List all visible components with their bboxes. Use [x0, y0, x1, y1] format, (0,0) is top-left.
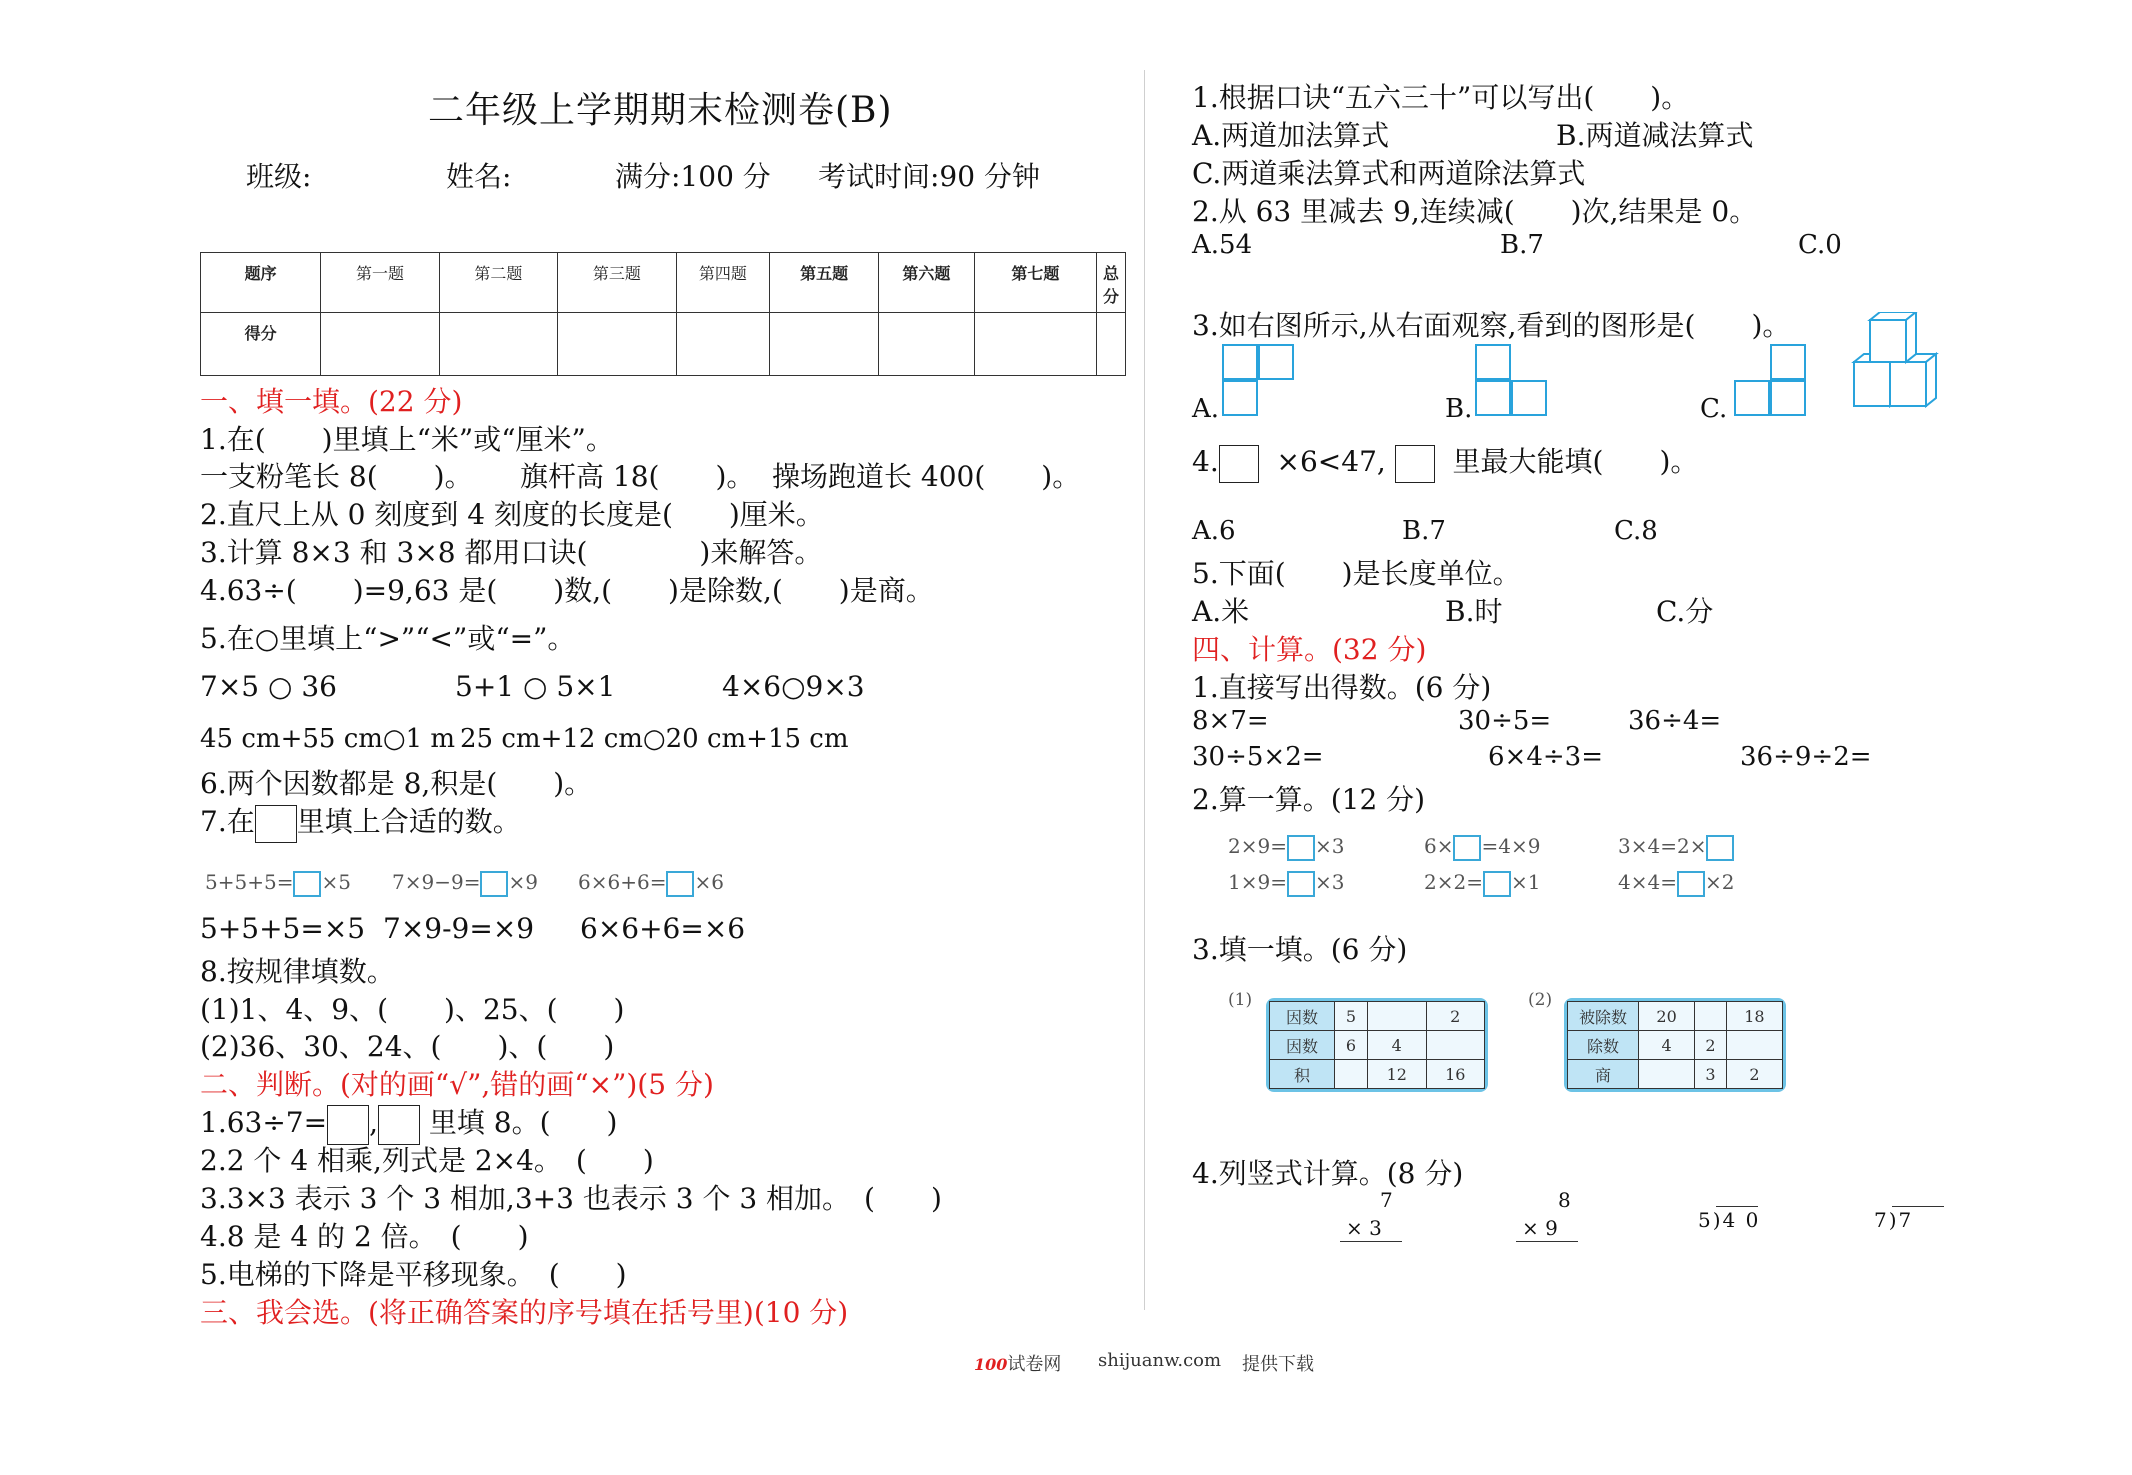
- answer-box[interactable]: [1287, 835, 1315, 861]
- brand-logo: 100: [974, 1355, 1008, 1374]
- c4b: B.7: [1402, 516, 1446, 546]
- answer-box[interactable]: [666, 871, 694, 897]
- c4: 4. ×6<47, 里最大能填( )。: [1192, 440, 1698, 483]
- q7-image-b: 7×9−9= ×9: [392, 870, 538, 897]
- footer-brand: [974, 1350, 1061, 1376]
- table-header: 第三题: [558, 253, 676, 313]
- table-row-label: 得分: [201, 313, 321, 376]
- q1: 1.在( )里填上“米”或“厘米”。: [200, 423, 614, 456]
- j4: 4.8 是 4 的 2 倍。 ( ): [200, 1220, 529, 1253]
- vertical-1-bottom: × 3: [1346, 1216, 1382, 1240]
- full-score: 满分:100 分: [615, 160, 771, 193]
- k2-item: 4×4= ×2: [1618, 870, 1734, 897]
- q5b: 5+1 ○ 5×1: [455, 670, 616, 703]
- answer-box[interactable]: [1677, 871, 1705, 897]
- answer-box[interactable]: [1395, 445, 1435, 483]
- j1: 1.63÷7= , 里填 8。( ): [200, 1101, 617, 1145]
- long-division-1: 5)4 0: [1698, 1208, 1761, 1232]
- j3: 3.3×3 表示 3 个 3 相加,3+3 也表示 3 个 3 相加。 ( ): [200, 1182, 942, 1215]
- vertical-2-line: [1516, 1241, 1578, 1242]
- name-label: 姓名:: [446, 160, 512, 193]
- q7b: 7×9-9=×9: [383, 912, 535, 945]
- answer-box[interactable]: [1219, 445, 1259, 483]
- q1a: 一支粉笔长 8( )。: [200, 460, 473, 493]
- table-header: 第一题: [321, 253, 439, 313]
- class-label: 班级:: [246, 160, 312, 193]
- k3-table-1: 因数 5 2 因数 6 4 积 12 16: [1266, 998, 1488, 1092]
- answer-cell[interactable]: [1335, 1060, 1368, 1089]
- k3-table1-label: (1): [1228, 990, 1253, 1010]
- table-header: 第六题: [879, 253, 975, 313]
- k3-table-2: 被除数 20 18 除数 4 2 商 3 2: [1564, 998, 1786, 1092]
- score-table: [200, 252, 1126, 376]
- c5a: A.米: [1192, 595, 1250, 628]
- j5: 5.电梯的下降是平移现象。 ( ): [200, 1258, 627, 1291]
- c2b: B.7: [1500, 230, 1544, 260]
- cube-stack-figure: [1844, 312, 1964, 422]
- c5b: B.时: [1445, 595, 1503, 628]
- k3-table2-label: (2): [1528, 990, 1553, 1010]
- c5: 5.下面( )是长度单位。: [1192, 557, 1521, 590]
- j2: 2.2 个 4 相乘,列式是 2×4。 ( ): [200, 1144, 654, 1177]
- k1: 1.直接写出得数。(6 分): [1192, 671, 1492, 704]
- score-cell[interactable]: [879, 313, 975, 376]
- score-cell[interactable]: [974, 313, 1096, 376]
- footer-download: 提供下载: [1242, 1354, 1314, 1375]
- c2c: C.0: [1798, 230, 1842, 260]
- long-division-2-bar: [1892, 1206, 1944, 1207]
- column-divider: [1144, 70, 1145, 1310]
- section-3-title: 三、我会选。(将正确答案的序号填在括号里)(10 分): [200, 1296, 849, 1329]
- q7-post: 里填上合适的数。: [296, 805, 521, 838]
- score-cell[interactable]: [439, 313, 557, 376]
- section-2-title: 二、判断。(对的画“√”,错的画“×”)(5 分): [200, 1068, 714, 1101]
- k4: 4.列竖式计算。(8 分): [1192, 1157, 1464, 1190]
- q7: [200, 800, 521, 843]
- q8: 8.按规律填数。: [200, 955, 395, 988]
- k2-item: 2×2= ×1: [1424, 870, 1540, 897]
- long-division-1-bar: [1716, 1206, 1758, 1207]
- q5c: 4×6○9×3: [722, 670, 865, 703]
- page-title: 二年级上学期期末检测卷(B): [428, 90, 893, 131]
- k1c: 36÷4=: [1628, 706, 1722, 736]
- q7-image-a: 5+5+5= ×5: [205, 870, 351, 897]
- table-header: 题序: [201, 253, 321, 313]
- answer-cell[interactable]: [1726, 1031, 1782, 1060]
- answer-cell[interactable]: [1695, 1002, 1727, 1031]
- c4c: C.8: [1614, 516, 1658, 546]
- c3c: C.: [1700, 394, 1728, 424]
- c1: 1.根据口诀“五六三十”可以写出( )。: [1192, 81, 1690, 114]
- k2-item: 6× =4×9: [1424, 834, 1540, 861]
- q5: 5.在○里填上“>”“<”或“=”。: [200, 622, 576, 655]
- c1b: B.两道减法算式: [1556, 119, 1754, 152]
- answer-cell[interactable]: [1426, 1031, 1485, 1060]
- k1b: 30÷5=: [1458, 706, 1552, 736]
- long-division-2: 7)7: [1874, 1208, 1914, 1232]
- vertical-2-top: 8: [1558, 1188, 1571, 1212]
- footer-url[interactable]: shijuanw.com: [1098, 1350, 1222, 1371]
- c2a: A.54: [1192, 230, 1253, 260]
- q7-pre: 7.在: [200, 805, 255, 838]
- vertical-1-top: 7: [1380, 1188, 1393, 1212]
- answer-box[interactable]: [1453, 835, 1481, 861]
- section-4-title: 四、计算。(32 分): [1192, 633, 1427, 666]
- answer-cell[interactable]: [1639, 1060, 1695, 1089]
- brand-name: 试卷网: [1007, 1354, 1062, 1375]
- k2-item: 1×9= ×3: [1228, 870, 1344, 897]
- score-cell[interactable]: [321, 313, 439, 376]
- q7a: 5+5+5=×5: [200, 912, 366, 945]
- q6: 6.两个因数都是 8,积是( )。: [200, 767, 593, 800]
- c1a: A.两道加法算式: [1192, 119, 1390, 152]
- answer-cell[interactable]: [1368, 1002, 1426, 1031]
- c4a: A.6: [1192, 516, 1236, 546]
- k2-item: 3×4=2×: [1618, 834, 1734, 861]
- q7c: 6×6+6=×6: [580, 912, 746, 945]
- k1a: 8×7=: [1192, 706, 1269, 736]
- q2: 2.直尺上从 0 刻度到 4 刻度的长度是( )厘米。: [200, 498, 824, 531]
- table-header: 总分: [1096, 253, 1125, 313]
- k2-item: 2×9= ×3: [1228, 834, 1344, 861]
- answer-box[interactable]: [1483, 871, 1511, 897]
- c2: 2.从 63 里减去 9,连续减( )次,结果是 0。: [1192, 195, 1758, 228]
- q5e: 25 cm+12 cm○20 cm+15 cm: [460, 724, 849, 754]
- k1f: 36÷9÷2=: [1740, 742, 1872, 772]
- answer-box[interactable]: [293, 871, 321, 897]
- k1d: 30÷5×2=: [1192, 742, 1324, 772]
- c3b: B.: [1445, 394, 1473, 424]
- section-1-title: 一、填一填。(22 分): [200, 385, 463, 418]
- q1c: 操场跑道长 400( )。: [772, 460, 1081, 493]
- q5d: 45 cm+55 cm○1 m: [200, 724, 456, 754]
- answer-box[interactable]: [480, 871, 508, 897]
- q5a: 7×5 ○ 36: [200, 670, 337, 703]
- answer-box[interactable]: [1287, 871, 1315, 897]
- score-cell[interactable]: [558, 313, 676, 376]
- score-cell[interactable]: [676, 313, 770, 376]
- table-header: 第七题: [974, 253, 1096, 313]
- q4: 4.63÷( )=9,63 是( )数,( )是除数,( )是商。: [200, 574, 934, 607]
- score-cell[interactable]: [1096, 313, 1125, 376]
- q1b: 旗杆高 18( )。: [520, 460, 755, 493]
- table-header: 第二题: [439, 253, 557, 313]
- vertical-1-line: [1340, 1241, 1402, 1242]
- q8a: (1)1、4、9、( )、25、( ): [200, 993, 625, 1026]
- c3: 3.如右图所示,从右面观察,看到的图形是( )。: [1192, 309, 1791, 342]
- c1c: C.两道乘法算式和两道除法算式: [1192, 157, 1586, 190]
- table-header: 第四题: [676, 253, 770, 313]
- score-cell[interactable]: [770, 313, 879, 376]
- vertical-2-bottom: × 9: [1522, 1216, 1558, 1240]
- exam-time: 考试时间:90 分钟: [818, 160, 1040, 193]
- c5c: C.分: [1656, 595, 1714, 628]
- answer-box[interactable]: [255, 805, 297, 843]
- k3: 3.填一填。(6 分): [1192, 933, 1408, 966]
- answer-box[interactable]: [1706, 835, 1734, 861]
- q7-image-c: 6×6+6= ×6: [578, 870, 724, 897]
- q8b: (2)36、30、24、( )、( ): [200, 1030, 615, 1063]
- q3: 3.计算 8×3 和 3×8 都用口诀( )来解答。: [200, 536, 823, 569]
- k1e: 6×4÷3=: [1488, 742, 1603, 772]
- c3a: A.: [1192, 394, 1220, 424]
- table-header: 第五题: [770, 253, 879, 313]
- k2: 2.算一算。(12 分): [1192, 783, 1426, 816]
